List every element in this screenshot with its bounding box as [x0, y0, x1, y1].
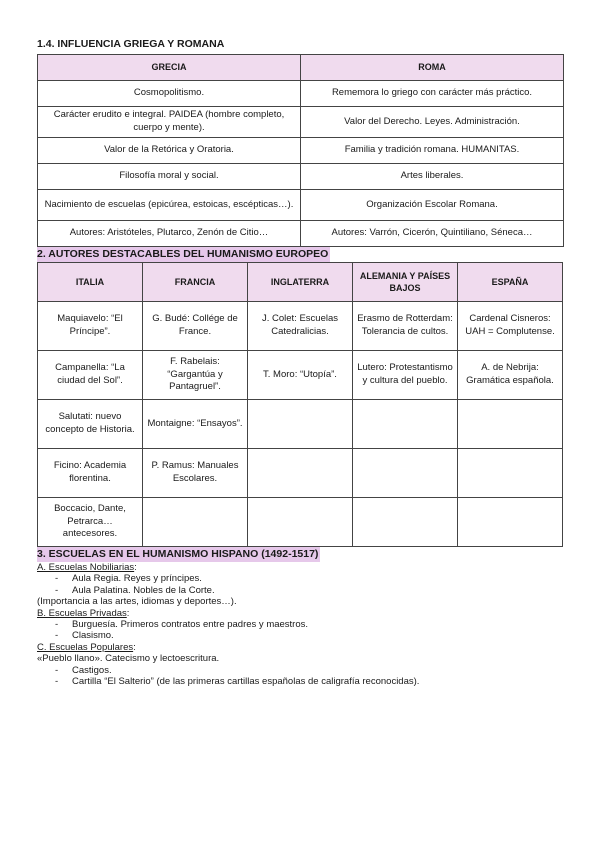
table-cell: T. Moro: “Utopía”.: [248, 351, 353, 400]
table-cell: G. Budé: Collége de France.: [143, 302, 248, 351]
table-cell: Filosofía moral y social.: [38, 164, 301, 190]
table-cell: Carácter erudito e integral. PAIDEA (hombre completo, cuerpo y mente).: [38, 107, 301, 138]
table-row: [38, 449, 563, 498]
section3-title: 3. ESCUELAS EN EL HUMANISMO HISPANO (1492-1517): [37, 548, 319, 560]
table-cell: Valor del Derecho. Leyes. Administración.: [301, 107, 564, 138]
schools-c-title: C. Escuelas Populares:: [37, 641, 136, 653]
table-cell: J. Colet: Escuelas Catedralicias.: [248, 302, 353, 351]
document-page: [37, 38, 563, 687]
header-alemania: ALEMANIA Y PAÍSES BAJOS: [353, 263, 458, 302]
table-row: [38, 164, 564, 190]
table-cell: Rememora lo griego con carácter más práctico.: [301, 81, 564, 107]
table-header-row: [38, 263, 563, 302]
table-cell: Cosmopolitismo.: [38, 81, 301, 107]
schools-c-line: «Pueblo llano». Catecismo y lectoescritura.: [37, 653, 220, 665]
table-cell: [458, 449, 563, 498]
table-row: [38, 81, 564, 107]
table-cell: Artes liberales.: [301, 164, 564, 190]
schools-a-note: (Importancia a las artes, idiomas y deportes…).: [37, 596, 237, 608]
section2-title: 2. AUTORES DESTACABLES DEL HUMANISMO EUROPEO: [37, 248, 329, 260]
header-grecia: GRECIA: [38, 55, 301, 81]
table-row: [38, 138, 564, 164]
table-cell: Organización Escolar Romana.: [301, 190, 564, 221]
schools-a-title: A. Escuelas Nobiliarias:: [37, 562, 137, 573]
table-row: [38, 302, 563, 351]
table-cell: Montaigne: “Ensayos”.: [143, 400, 248, 449]
list-item: - Aula Palatina. Nobles de la Corte.: [37, 585, 563, 596]
table-cell: Autores: Varrón, Cicerón, Quintiliano, Séneca…: [301, 221, 564, 247]
header-francia: FRANCIA: [143, 263, 248, 302]
list-item: - Aula Regia. Reyes y príncipes.: [37, 573, 563, 584]
list-item: - Castigos.: [37, 665, 563, 676]
table-cell: Nacimiento de escuelas (epicúrea, estoicas, escépticas…).: [38, 190, 301, 221]
table-cell: [353, 400, 458, 449]
table-cell: Valor de la Retórica y Oratoria.: [38, 138, 301, 164]
table-row: [38, 190, 564, 221]
table-row: [38, 400, 563, 449]
table-cell: F. Rabelais: “Gargantúa y Pantagruel”.: [143, 351, 248, 400]
table-cell: [353, 449, 458, 498]
schools-b-title: B. Escuelas Privadas:: [37, 607, 130, 619]
table-row: [38, 351, 563, 400]
table-row: [38, 498, 563, 547]
greek-roman-table: [37, 54, 564, 247]
schools-c-list: [37, 665, 563, 688]
table-cell: Maquiavelo: “El Príncipe”.: [38, 302, 143, 351]
table-cell: [248, 498, 353, 547]
table-cell: Erasmo de Rotterdam: Tolerancia de cultos.: [353, 302, 458, 351]
table-cell: P. Ramus: Manuales Escolares.: [143, 449, 248, 498]
list-item: - Burguesía. Primeros contratos entre padres y maestros.: [37, 619, 563, 630]
header-italia: ITALIA: [38, 263, 143, 302]
table-row: [38, 221, 564, 247]
table-cell: [458, 498, 563, 547]
schools-a-list: [37, 573, 563, 596]
table-cell: [248, 449, 353, 498]
schools-b-list: [37, 619, 563, 642]
table-cell: [248, 400, 353, 449]
table-cell: Salutati: nuevo concepto de Historia.: [38, 400, 143, 449]
table-cell: [353, 498, 458, 547]
section1-title: 1.4. INFLUENCIA GRIEGA Y ROMANA: [37, 38, 225, 50]
table-cell: A. de Nebrija: Gramática española.: [458, 351, 563, 400]
authors-table: [37, 262, 563, 547]
table-row: [38, 107, 564, 138]
table-header-row: [38, 55, 564, 81]
header-roma: ROMA: [301, 55, 564, 81]
table-cell: Ficino: Academia florentina.: [38, 449, 143, 498]
table-cell: Lutero: Protestantismo y cultura del pueblo.: [353, 351, 458, 400]
header-inglaterra: INGLATERRA: [248, 263, 353, 302]
table-cell: Autores: Aristóteles, Plutarco, Zenón de Citio…: [38, 221, 301, 247]
table-cell: Boccacio, Dante, Petrarca… antecesores.: [38, 498, 143, 547]
table-cell: [143, 498, 248, 547]
table-cell: [458, 400, 563, 449]
header-espana: ESPAÑA: [458, 263, 563, 302]
table-cell: Campanella: “La ciudad del Sol”.: [38, 351, 143, 400]
list-item: - Cartilla “El Salterio” (de las primeras cartillas españolas de caligrafía reconocidas).: [37, 676, 563, 687]
list-item: - Clasismo.: [37, 630, 563, 641]
table-cell: Familia y tradición romana. HUMANITAS.: [301, 138, 564, 164]
table-cell: Cardenal Cisneros: UAH = Complutense.: [458, 302, 563, 351]
